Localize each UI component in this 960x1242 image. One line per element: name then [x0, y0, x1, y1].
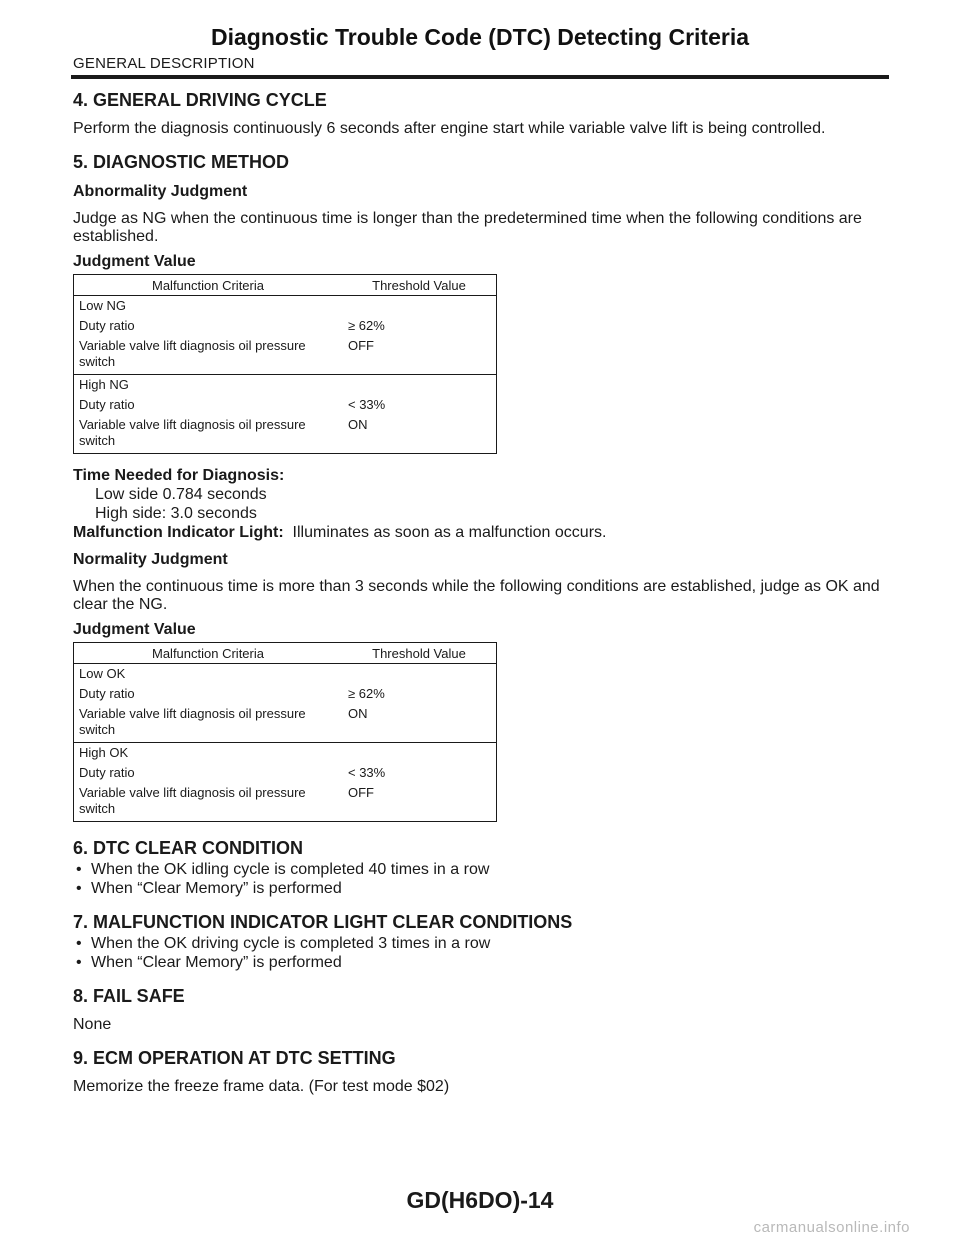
section-label: GENERAL DESCRIPTION	[73, 55, 255, 72]
mil-text: Illuminates as soon as a malfunction occurs.	[292, 524, 607, 541]
abnormality-table-label: Judgment Value	[73, 253, 196, 270]
threshold-cell: ≥ 62%	[348, 686, 385, 701]
table-row	[74, 336, 497, 375]
table-row	[74, 704, 497, 743]
section-6-heading: 6. DTC CLEAR CONDITION	[73, 838, 304, 858]
criteria-cell: Duty ratio	[79, 765, 135, 780]
list-item: • When the OK idling cycle is completed 40 times in a row	[76, 861, 490, 878]
normality-judgment-table	[73, 642, 497, 822]
table-row	[74, 684, 497, 704]
threshold-cell: ≥ 62%	[348, 318, 385, 333]
watermark: carmanualsonline.info	[753, 1219, 910, 1236]
table-header-threshold: Threshold Value	[342, 275, 497, 296]
criteria-cell: Variable valve lift diagnosis oil pressure switch	[79, 417, 306, 448]
list-item: • When “Clear Memory” is performed	[76, 954, 342, 971]
list-item: • When the OK driving cycle is completed 3 times in a row	[76, 935, 491, 952]
threshold-cell: ON	[348, 706, 368, 721]
criteria-cell: Duty ratio	[79, 318, 135, 333]
table-row	[74, 783, 497, 822]
normality-table-label: Judgment Value	[73, 621, 196, 638]
normality-heading: Normality Judgment	[73, 551, 228, 568]
criteria-cell: Variable valve lift diagnosis oil pressure switch	[79, 338, 306, 369]
abnormality-judgment-table	[73, 274, 497, 454]
table-header-criteria: Malfunction Criteria	[74, 275, 343, 296]
group-title: High NG	[74, 375, 343, 396]
section-8-text: None	[73, 1016, 112, 1033]
mil-label: Malfunction Indicator Light:	[73, 524, 284, 541]
table-group-row	[74, 296, 497, 317]
table-row	[74, 395, 497, 415]
dtc-clear-list	[73, 860, 888, 898]
time-needed-label: Time Needed for Diagnosis:	[73, 467, 285, 484]
time-low-side: Low side 0.784 seconds	[95, 486, 267, 503]
threshold-cell: < 33%	[348, 397, 386, 412]
threshold-cell: < 33%	[348, 765, 386, 780]
threshold-cell: OFF	[348, 338, 374, 353]
table-group-row	[74, 375, 497, 396]
section-4-text: Perform the diagnosis continuously 6 seconds after engine start while variable valve lift is being controlled.	[73, 120, 826, 137]
criteria-cell: Duty ratio	[79, 397, 135, 412]
table-header-threshold: Threshold Value	[342, 643, 497, 664]
section-9-heading: 9. ECM OPERATION AT DTC SETTING	[73, 1048, 396, 1068]
group-title: High OK	[74, 743, 343, 764]
group-title: Low NG	[74, 296, 343, 317]
criteria-cell: Variable valve lift diagnosis oil pressure switch	[79, 706, 306, 737]
bullet-icon: •	[76, 935, 82, 952]
criteria-cell: Variable valve lift diagnosis oil pressure switch	[79, 785, 306, 816]
mil-line	[73, 523, 888, 542]
time-high-side: High side: 3.0 seconds	[95, 505, 257, 522]
section-8-heading: 8. FAIL SAFE	[73, 986, 185, 1006]
main-content	[73, 88, 888, 1096]
section-9-text: Memorize the freeze frame data. (For test mode $02)	[73, 1078, 450, 1095]
bullet-icon: •	[76, 954, 82, 971]
header-divider	[71, 75, 889, 79]
table-row	[74, 763, 497, 783]
threshold-cell: ON	[348, 417, 368, 432]
page-title: Diagnostic Trouble Code (DTC) Detecting Criteria	[211, 24, 749, 50]
table-header-criteria: Malfunction Criteria	[74, 643, 343, 664]
table-row	[74, 415, 497, 454]
abnormality-text: Judge as NG when the continuous time is longer than the predetermined time when the following conditions are established.	[73, 210, 862, 245]
bullet-icon: •	[76, 880, 82, 897]
group-title: Low OK	[74, 664, 343, 685]
abnormality-heading: Abnormality Judgment	[73, 183, 248, 200]
page-number: GD(H6DO)-14	[406, 1187, 554, 1213]
list-item: • When “Clear Memory” is performed	[76, 880, 342, 897]
table-group-row	[74, 743, 497, 764]
normality-text: When the continuous time is more than 3 seconds while the following conditions are established, judge as OK and clear the NG.	[73, 578, 880, 613]
bullet-icon: •	[76, 861, 82, 878]
section-4-heading: 4. GENERAL DRIVING CYCLE	[73, 90, 327, 110]
table-row	[74, 316, 497, 336]
criteria-cell: Duty ratio	[79, 686, 135, 701]
threshold-cell: OFF	[348, 785, 374, 800]
section-5-heading: 5. DIAGNOSTIC METHOD	[73, 152, 290, 172]
mil-clear-list	[73, 934, 888, 972]
section-7-heading: 7. MALFUNCTION INDICATOR LIGHT CLEAR CONDITIONS	[73, 912, 573, 932]
table-group-row	[74, 664, 497, 685]
